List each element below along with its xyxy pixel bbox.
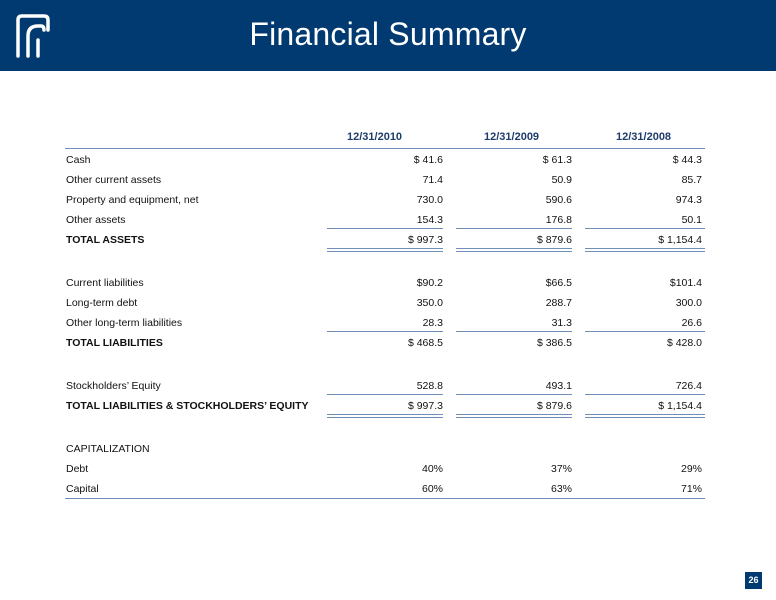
cell-2010: 730.0 — [416, 194, 443, 206]
cell-2008: $ 44.3 — [672, 154, 702, 166]
table-row-long-term-debt — [65, 292, 705, 312]
row-label: TOTAL LIABILITIES & STOCKHOLDERS’ EQUITY — [66, 400, 309, 412]
double-underline — [327, 248, 443, 252]
column-header-2010: 12/31/2010 — [347, 131, 403, 143]
cell-2009: 176.8 — [545, 214, 572, 226]
cell-2010: $ 997.3 — [407, 400, 443, 412]
cell-2010: $90.2 — [416, 277, 443, 289]
cell-2008: 300.0 — [675, 297, 702, 309]
column-header-2008: 12/31/2008 — [616, 131, 672, 143]
cell-2010: 28.3 — [422, 317, 443, 329]
cell-2009: 37% — [550, 463, 572, 475]
cell-2009: $66.5 — [545, 277, 572, 289]
financial-summary-table — [65, 130, 705, 498]
table-row-other-current-assets — [65, 169, 705, 189]
table-row-property-equipment — [65, 189, 705, 209]
row-label: Other current assets — [66, 174, 162, 186]
row-label: Capital — [66, 483, 99, 495]
double-underline — [456, 248, 572, 252]
table-row-current-liabilities — [65, 272, 705, 292]
double-underline — [585, 248, 705, 252]
table-row-other-lt-liabilities — [65, 312, 705, 332]
table-row-capitalization-debt — [65, 458, 705, 478]
table-row-total-liabilities-equity — [65, 395, 705, 415]
table-row-total-liabilities — [65, 332, 705, 352]
cell-2010: 60% — [421, 483, 443, 495]
cell-2008: 85.7 — [681, 174, 702, 186]
row-label: Cash — [66, 154, 91, 166]
cell-2008: 26.6 — [681, 317, 702, 329]
row-label: Long-term debt — [66, 297, 138, 309]
table-row-other-assets — [65, 209, 705, 229]
cell-2010: $ 468.5 — [407, 337, 443, 349]
cell-2009: 288.7 — [545, 297, 572, 309]
cell-2008: 29% — [680, 463, 702, 475]
row-label: Stockholders’ Equity — [66, 380, 161, 392]
column-header-row — [65, 130, 705, 149]
cell-2009: 590.6 — [545, 194, 572, 206]
double-underline — [456, 414, 572, 418]
double-underline — [585, 414, 705, 418]
column-header-2009: 12/31/2009 — [484, 131, 540, 143]
cell-2009: 31.3 — [551, 317, 572, 329]
cell-2009: $ 386.5 — [536, 337, 572, 349]
table-row-capitalization-capital — [65, 478, 705, 498]
cell-2008: $101.4 — [669, 277, 702, 289]
cell-2008: $ 428.0 — [666, 337, 702, 349]
cell-2008: 726.4 — [675, 380, 702, 392]
row-label: Current liabilities — [66, 277, 144, 289]
cell-2009: 493.1 — [545, 380, 572, 392]
page-number: 26 — [745, 572, 762, 589]
row-label: TOTAL LIABILITIES — [66, 337, 163, 349]
cell-2008: 974.3 — [675, 194, 702, 206]
capitalization-heading — [65, 438, 705, 458]
cell-2009: 50.9 — [551, 174, 572, 186]
row-label: Other assets — [66, 214, 126, 226]
page-title: Financial Summary — [249, 16, 527, 52]
cell-2010: 528.8 — [416, 380, 443, 392]
cell-2009: $ 879.6 — [536, 234, 572, 246]
cell-2010: $ 997.3 — [407, 234, 443, 246]
row-label: Other long-term liabilities — [66, 317, 183, 329]
table-bottom-rule — [65, 498, 705, 499]
section-label: CAPITALIZATION — [66, 443, 150, 455]
table-row-cash — [65, 149, 705, 169]
cell-2008: 50.1 — [681, 214, 702, 226]
cell-2010: 154.3 — [416, 214, 443, 226]
cell-2009: $ 879.6 — [536, 400, 572, 412]
cell-2008: $ 1,154.4 — [658, 400, 702, 412]
cell-2010: 71.4 — [422, 174, 443, 186]
cell-2010: 350.0 — [416, 297, 443, 309]
double-underline — [327, 414, 443, 418]
cell-2009: $ 61.3 — [542, 154, 572, 166]
table-row-stockholders-equity — [65, 375, 705, 395]
cell-2008: $ 1,154.4 — [658, 234, 702, 246]
row-label: Property and equipment, net — [66, 194, 199, 206]
table-row-total-assets — [65, 229, 705, 249]
cell-2010: $ 41.6 — [413, 154, 443, 166]
row-label: TOTAL ASSETS — [66, 234, 145, 246]
cell-2008: 71% — [680, 483, 702, 495]
row-label: Debt — [66, 463, 89, 475]
cell-2010: 40% — [421, 463, 443, 475]
header-bar — [0, 0, 776, 71]
cell-2009: 63% — [550, 483, 572, 495]
